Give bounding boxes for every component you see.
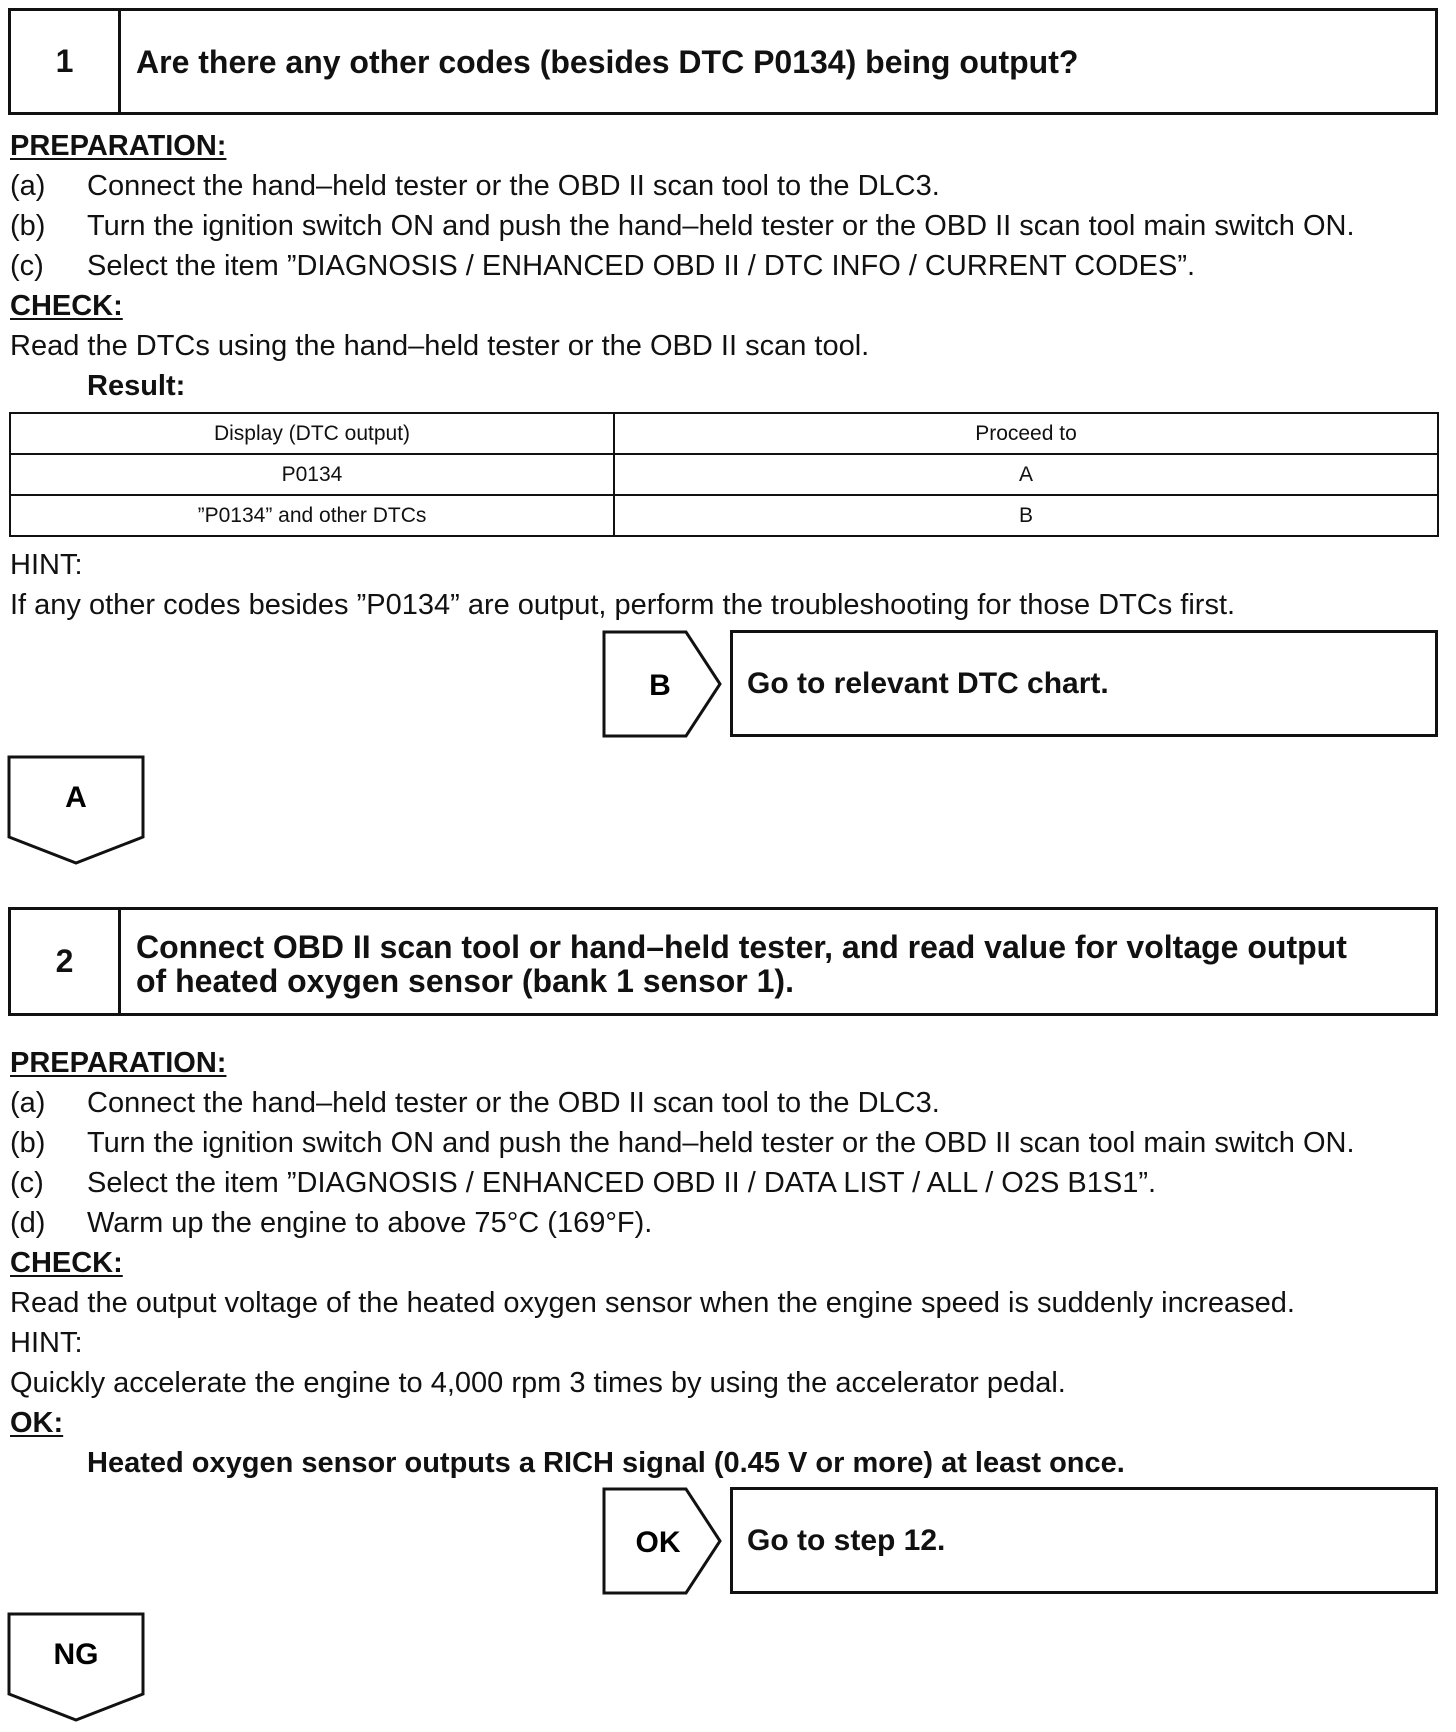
check-heading: CHECK: xyxy=(10,290,123,322)
preparation-heading: PREPARATION: xyxy=(10,130,227,162)
branch-action: Go to step 12. xyxy=(747,1523,946,1557)
step-title-line-2: of heated oxygen sensor (bank 1 sensor 1). xyxy=(136,963,794,999)
table-header: Proceed to xyxy=(614,413,1438,454)
check-text: Read the output voltage of the heated oxygen sensor when the engine speed is suddenly increased. xyxy=(10,1287,1295,1319)
preparation-item: (c) Select the item ”DIAGNOSIS / ENHANCED OBD II / DATA LIST / ALL / O2S B1S1”. xyxy=(10,1167,1157,1199)
preparation-item: (c) Select the item ”DIAGNOSIS / ENHANCED OBD II / DTC INFO / CURRENT CODES”. xyxy=(10,250,1196,282)
hint-text: Quickly accelerate the engine to 4,000 rpm 3 times by using the accelerator pedal. xyxy=(10,1367,1066,1399)
result-heading: Result: xyxy=(87,370,186,402)
check-heading: CHECK: xyxy=(10,1247,123,1279)
table-header-row xyxy=(10,413,1438,454)
step-title-line-1: Connect OBD II scan tool or hand–held tester, and read value for voltage output xyxy=(136,929,1347,965)
branch-action: Go to relevant DTC chart. xyxy=(747,666,1109,700)
continue-label: NG xyxy=(53,1638,99,1671)
branch-label: B xyxy=(649,669,671,702)
continue-a-arrow-icon xyxy=(7,755,147,867)
preparation-item: (b) Turn the ignition switch ON and push the hand–held tester or the OBD II scan tool main switch ON. xyxy=(10,210,1355,242)
branch-label: OK xyxy=(635,1526,681,1559)
branch-action-box xyxy=(730,1487,1438,1594)
table-cell: A xyxy=(614,454,1438,495)
step-2-header xyxy=(8,907,1438,1016)
branch-ok-arrow-icon xyxy=(602,1487,727,1597)
step-1-header xyxy=(8,8,1438,115)
step-title: Are there any other codes (besides DTC P0134) being output? xyxy=(136,44,1079,80)
preparation-item: (a) Connect the hand–held tester or the OBD II scan tool to the DLC3. xyxy=(10,170,940,202)
check-text: Read the DTCs using the hand–held tester or the OBD II scan tool. xyxy=(10,330,870,362)
preparation-item: (a) Connect the hand–held tester or the OBD II scan tool to the DLC3. xyxy=(10,1087,940,1119)
branch-b-arrow-icon xyxy=(602,630,727,740)
hint-heading: HINT: xyxy=(10,549,83,581)
continue-ng-arrow-icon xyxy=(7,1612,147,1724)
preparation-item: (d) Warm up the engine to above 75°C (169°F). xyxy=(10,1207,653,1239)
branch-action-box xyxy=(730,630,1438,737)
preparation-item: (b) Turn the ignition switch ON and push the hand–held tester or the OBD II scan tool main switch ON. xyxy=(10,1127,1355,1159)
table-cell: ”P0134” and other DTCs xyxy=(10,495,614,536)
step-number: 2 xyxy=(11,910,121,1013)
table-cell: P0134 xyxy=(10,454,614,495)
hint-text: If any other codes besides ”P0134” are output, perform the troubleshooting for those DTCs first. xyxy=(10,589,1236,621)
result-table xyxy=(9,412,1439,537)
preparation-heading: PREPARATION: xyxy=(10,1047,227,1079)
table-header: Display (DTC output) xyxy=(10,413,614,454)
step-number: 1 xyxy=(11,11,121,112)
hint-heading: HINT: xyxy=(10,1327,83,1359)
continue-label: A xyxy=(65,781,87,814)
ok-text: Heated oxygen sensor outputs a RICH signal (0.45 V or more) at least once. xyxy=(87,1447,1125,1479)
table-row xyxy=(10,454,1438,495)
table-row xyxy=(10,495,1438,536)
ok-heading: OK: xyxy=(10,1407,64,1439)
table-cell: B xyxy=(614,495,1438,536)
